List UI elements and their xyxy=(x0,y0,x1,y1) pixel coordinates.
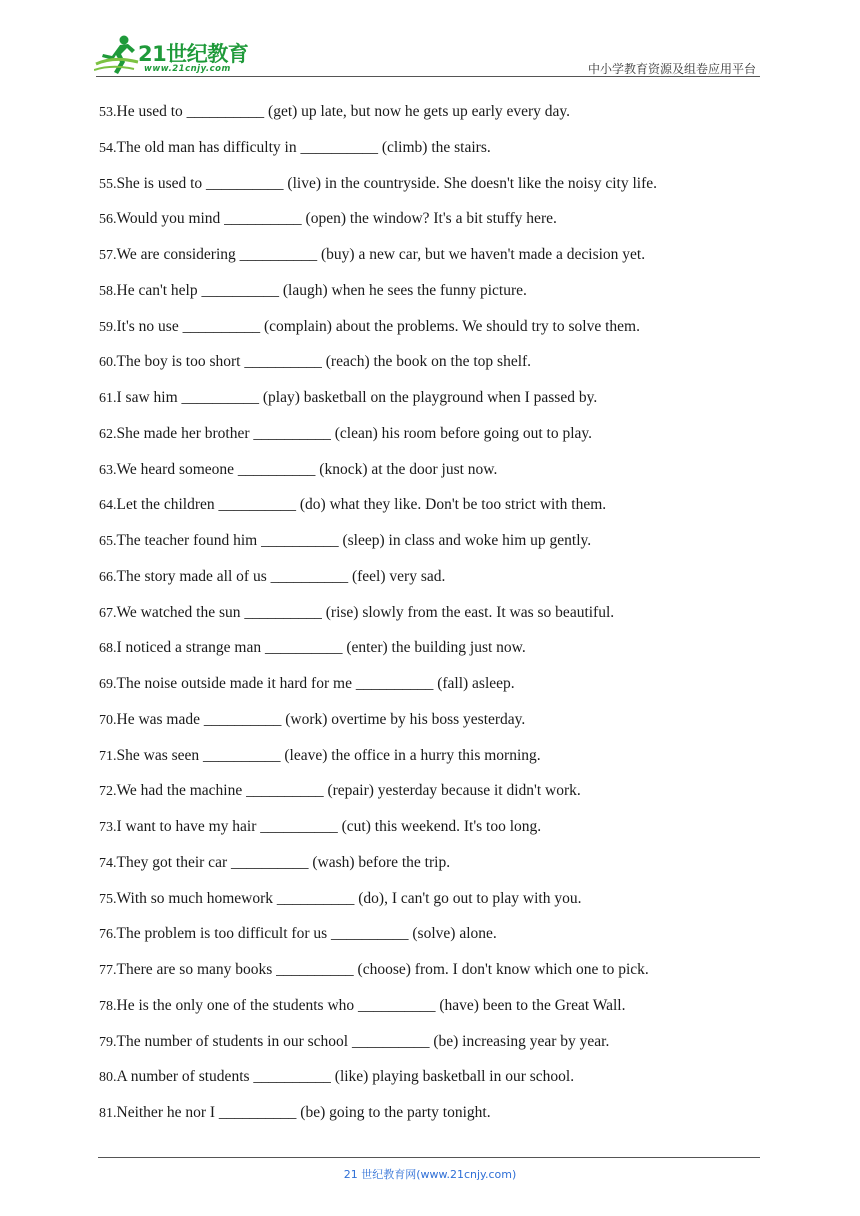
question-item xyxy=(99,738,657,774)
question-number: 70. xyxy=(99,712,117,728)
question-item xyxy=(99,1024,657,1060)
question-text: He used to __________ (get) up late, but now he gets up early every day. xyxy=(116,103,571,120)
question-number: 66. xyxy=(99,569,117,585)
question-item xyxy=(99,130,657,166)
question-item xyxy=(99,988,657,1024)
question-item xyxy=(99,773,657,809)
question-number: 55. xyxy=(99,176,117,192)
question-number: 54. xyxy=(99,140,117,156)
question-number: 61. xyxy=(99,391,117,406)
question-number: 76. xyxy=(99,927,117,943)
question-text: Would you mind __________ (open) the window? It's a bit stuffy here. xyxy=(116,210,557,228)
question-item xyxy=(99,916,657,952)
question-number: 57. xyxy=(99,248,117,263)
footer-link[interactable]: 21 世纪教育网(www.21cnjy.com) xyxy=(343,1168,517,1181)
question-text: The boy is too short __________ (reach) the book on the top shelf. xyxy=(116,353,532,371)
header-slogan: 中小学教育资源及组卷应用平台 xyxy=(587,62,756,76)
question-text: I want to have my hair __________ (cut) this weekend. It's too long. xyxy=(116,818,542,835)
question-number: 78. xyxy=(99,998,117,1014)
question-text: The number of students in our school __________ (be) increasing year by year. xyxy=(116,1032,610,1050)
runner-icon xyxy=(94,34,140,76)
question-number: 74. xyxy=(99,855,117,871)
question-text: Neither he nor I __________ (be) going to the party tonight. xyxy=(116,1104,491,1121)
question-text: A number of students __________ (like) playing basketball in our school. xyxy=(116,1068,575,1086)
header-divider xyxy=(96,76,760,77)
question-list xyxy=(99,94,657,1131)
question-item xyxy=(99,559,657,595)
question-number: 75. xyxy=(99,891,117,907)
question-item xyxy=(99,344,657,380)
question-text: It's no use __________ (complain) about the problems. We should try to solve them. xyxy=(116,317,640,335)
question-text: We heard someone __________ (knock) at the door just now. xyxy=(116,460,498,478)
question-item xyxy=(99,201,657,237)
question-number: 60. xyxy=(99,355,117,371)
site-logo[interactable] xyxy=(94,34,264,80)
question-number: 80. xyxy=(99,1070,117,1086)
question-text: She was seen __________ (leave) the office in a hurry this morning. xyxy=(116,746,541,764)
question-item xyxy=(99,630,657,666)
question-number: 81. xyxy=(99,1106,117,1121)
question-item xyxy=(99,1095,657,1131)
question-number: 71. xyxy=(99,748,117,764)
question-item xyxy=(99,595,657,631)
question-item xyxy=(99,94,657,130)
question-text: We had the machine __________ (repair) yesterday because it didn't work. xyxy=(116,782,581,800)
question-number: 56. xyxy=(99,212,117,228)
question-number: 53. xyxy=(99,105,117,120)
question-text: We are considering __________ (buy) a new car, but we haven't made a decision yet. xyxy=(116,246,646,263)
question-number: 68. xyxy=(99,641,117,657)
question-number: 72. xyxy=(99,784,117,800)
question-number: 64. xyxy=(99,498,117,514)
question-text: She made her brother __________ (clean) his room before going out to play. xyxy=(116,424,592,442)
question-text: He can't help __________ (laugh) when he sees the funny picture. xyxy=(116,281,527,299)
question-text: The old man has difficulty in __________ (climb) the stairs. xyxy=(116,138,491,156)
question-text: The noise outside made it hard for me __________ (fall) asleep. xyxy=(116,675,515,692)
question-text: He is the only one of the students who __________ (have) been to the Great Wall. xyxy=(116,996,626,1014)
question-text: He was made __________ (work) overtime by his boss yesterday. xyxy=(116,710,526,728)
question-text: I saw him __________ (play) basketball on the playground when I passed by. xyxy=(116,389,598,406)
question-item xyxy=(99,309,657,345)
question-number: 77. xyxy=(99,963,117,978)
question-text: The story made all of us __________ (feel) very sad. xyxy=(116,567,446,585)
question-item xyxy=(99,273,657,309)
question-text: We watched the sun __________ (rise) slowly from the east. It was so beautiful. xyxy=(116,603,615,621)
question-text: Let the children __________ (do) what they like. Don't be too strict with them. xyxy=(116,496,607,514)
question-item xyxy=(99,702,657,738)
question-number: 73. xyxy=(99,820,117,835)
question-item xyxy=(99,523,657,559)
question-number: 79. xyxy=(99,1034,117,1050)
logo-url: www.21cnjy.com xyxy=(144,64,231,74)
question-text: I noticed a strange man __________ (enter) the building just now. xyxy=(116,639,526,657)
question-item xyxy=(99,416,657,452)
question-number: 69. xyxy=(99,677,117,692)
question-number: 67. xyxy=(99,605,117,621)
question-number: 62. xyxy=(99,426,117,442)
question-item xyxy=(99,1059,657,1095)
question-item xyxy=(99,845,657,881)
question-number: 58. xyxy=(99,283,117,299)
logo-text: 21世纪教育 xyxy=(138,42,249,66)
question-text: She is used to __________ (live) in the countryside. She doesn't like the noisy city life. xyxy=(116,174,657,192)
question-item xyxy=(99,666,657,702)
question-text: With so much homework __________ (do), I can't go out to play with you. xyxy=(116,889,582,907)
question-item xyxy=(99,809,657,845)
question-item xyxy=(99,380,657,416)
question-text: There are so many books __________ (choose) from. I don't know which one to pick. xyxy=(116,961,649,978)
question-item xyxy=(99,452,657,488)
question-text: The problem is too difficult for us __________ (solve) alone. xyxy=(116,925,497,943)
question-item xyxy=(99,166,657,202)
question-number: 65. xyxy=(99,534,117,549)
question-number: 59. xyxy=(99,319,117,335)
question-text: The teacher found him __________ (sleep) in class and woke him up gently. xyxy=(116,532,592,549)
question-item xyxy=(99,487,657,523)
question-item xyxy=(99,237,657,273)
footer-divider xyxy=(98,1157,760,1158)
question-number: 63. xyxy=(99,462,117,478)
question-item xyxy=(99,881,657,917)
page-header xyxy=(0,0,860,80)
question-text: They got their car __________ (wash) before the trip. xyxy=(116,853,451,871)
question-item xyxy=(99,952,657,988)
